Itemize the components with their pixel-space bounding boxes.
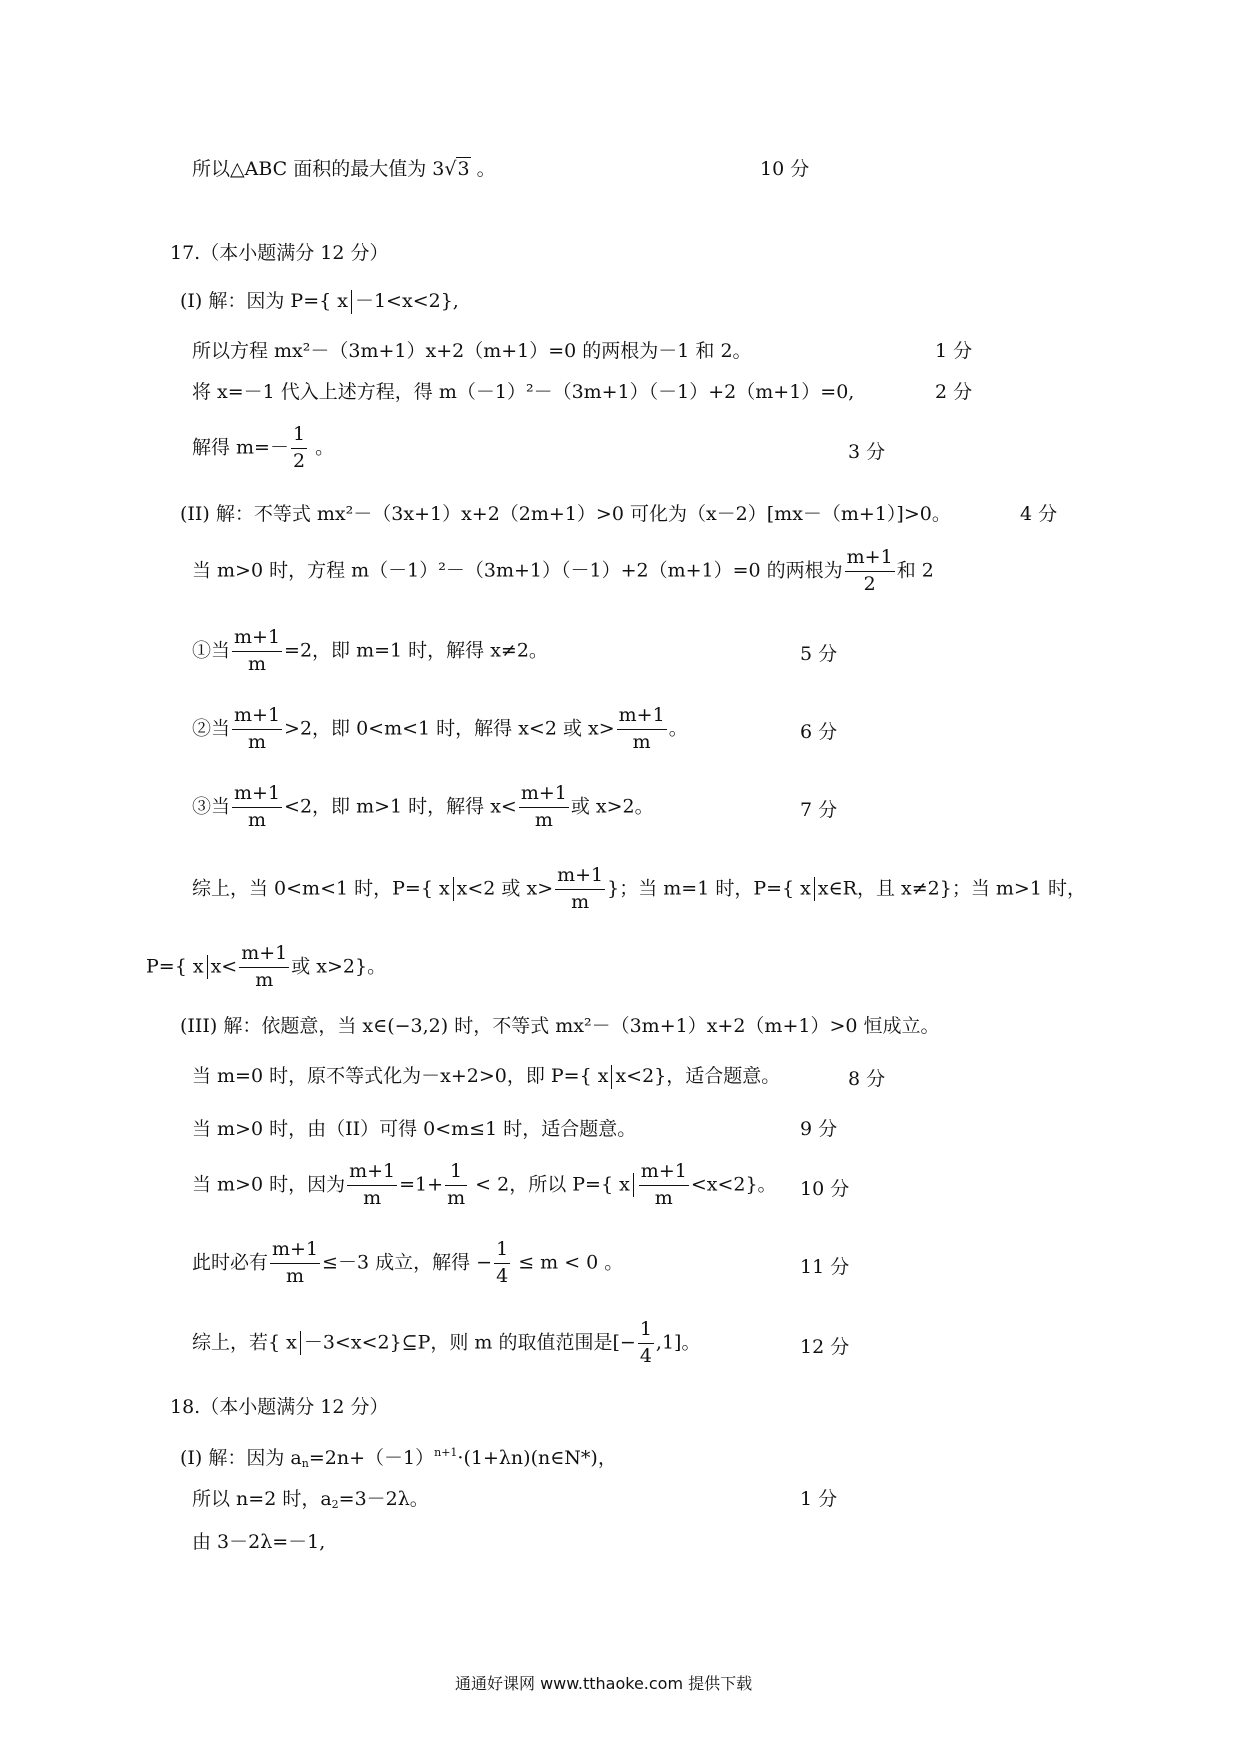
fraction: $\frac{m+1}{m}$ bbox=[349, 1160, 396, 1209]
line-max-area: 所以△ABC 面积的最大值为 3√3 。 bbox=[192, 158, 496, 180]
score: 5 分 bbox=[800, 643, 838, 665]
score: 10 分 bbox=[760, 158, 810, 180]
part-3-line-3: 当 m>0 时，由（II）可得 0<m≤1 时，适合题意。 bbox=[192, 1118, 637, 1140]
q18-line-1: (I) 解：因为 $a_n=2n+(-1)^{n+1}\cdot(1+\lambda n)(n\in N*)$， bbox=[180, 1446, 617, 1470]
score: 1 分 bbox=[800, 1488, 838, 1510]
fraction: $\frac{1}{4}$ bbox=[496, 1238, 509, 1287]
set-bar bbox=[814, 877, 815, 901]
set-bar bbox=[633, 1173, 634, 1197]
score: 11 分 bbox=[800, 1256, 850, 1278]
part-3-line-4: 当 m>0 时，因为 $\frac{m+1}{m}$ =1+ $\frac{1}{m}$ < 2，所以 P={ x $\frac{m+1}{m}$ <x<2}。 bbox=[192, 1160, 777, 1209]
fraction: $\frac{m+1}{2}$ bbox=[846, 546, 893, 595]
fraction: $\frac{1}{4}$ bbox=[639, 1318, 652, 1367]
fraction: $\frac{m+1}{m}$ bbox=[520, 782, 567, 831]
score: 9 分 bbox=[800, 1118, 838, 1140]
score: 6 分 bbox=[800, 721, 838, 743]
fraction: $\frac{m+1}{m}$ bbox=[234, 704, 281, 753]
score: 8 分 bbox=[848, 1068, 886, 1090]
fraction: $\frac{1}{2}$ bbox=[292, 423, 306, 472]
q18-line-3: 由 3－2λ=－1, bbox=[192, 1531, 326, 1553]
part-1-line-1: (I) 解：因为 P={ x －1<x<2}, bbox=[180, 290, 459, 312]
part-3-line-6: 综上，若{ x －3<x<2}⊆P，则 m 的取值范围是[− $\frac{1}{4}$ ,1]。 bbox=[192, 1318, 701, 1367]
fraction: $\frac{m+1}{m}$ bbox=[272, 1238, 319, 1287]
set-bar bbox=[611, 1065, 612, 1089]
fraction: $\frac{m+1}{m}$ bbox=[640, 1160, 687, 1209]
score: 7 分 bbox=[800, 799, 838, 821]
set-bar bbox=[453, 877, 454, 901]
part-3-line-2: 当 m=0 时，原不等式化为－x+2>0，即 P={ x x<2}，适合题意。 bbox=[192, 1065, 781, 1087]
score: 10 分 bbox=[800, 1178, 850, 1200]
footer-text: 通通好课网 www.tthaoke.com 提供下载 bbox=[455, 1674, 753, 1693]
fraction: $\frac{m+1}{m}$ bbox=[241, 942, 288, 991]
score: 1 分 bbox=[935, 340, 973, 362]
case-2: ②当 $\frac{m+1}{m}$ >2，即 0<m<1 时，解得 x<2 或 x> $\frac{m+1}{m}$ 。 bbox=[192, 704, 688, 753]
summary-line-1: 综上，当 0<m<1 时，P={ x x<2 或 x> $\frac{m+1}{m}$ }；当 m=1 时，P={ x x∈R，且 x≠2}；当 m>1 时， bbox=[192, 864, 1086, 913]
fraction: $\frac{m+1}{m}$ bbox=[234, 782, 281, 831]
part-2-line-1: (II) 解：不等式 mx²－（3x+1）x+2（2m+1）>0 可化为（x－2）[mx－（m+1）]>0。 bbox=[180, 503, 951, 525]
score: 4 分 bbox=[1020, 503, 1058, 525]
fraction: $\frac{m+1}{m}$ bbox=[557, 864, 604, 913]
case-3: ③当 $\frac{m+1}{m}$ <2，即 m>1 时，解得 x< $\frac{m+1}{m}$ 或 x>2。 bbox=[192, 782, 654, 831]
fraction: $\frac{m+1}{m}$ bbox=[234, 626, 281, 675]
set-bar bbox=[207, 955, 208, 979]
fraction: $\frac{m+1}{m}$ bbox=[618, 704, 665, 753]
summary-line-2: P={ x x< $\frac{m+1}{m}$ 或 x>2}。 bbox=[146, 942, 387, 991]
fraction: $\frac{1}{m}$ bbox=[447, 1160, 466, 1209]
part-1-line-4: 解得 m=－ $\frac{1}{2}$ 。 bbox=[192, 423, 335, 472]
part-2-line-2: 当 m>0 时，方程 m（－1）²－（3m+1）（－1）+2（m+1）=0 的两根为 $\frac{m+1}{2}$ 和 2 bbox=[192, 546, 934, 595]
part-3-line-1: (III) 解：依题意，当 x∈(−3,2) 时，不等式 mx²－（3m+1）x+2（m+1）>0 恒成立。 bbox=[180, 1015, 940, 1037]
sqrt-symbol: √3 bbox=[444, 158, 470, 180]
case-1: ①当 $\frac{m+1}{m}$ =2，即 m=1 时，解得 x≠2。 bbox=[192, 626, 548, 675]
part-1-line-2: 所以方程 mx²－（3m+1）x+2（m+1）=0 的两根为－1 和 2。 bbox=[192, 340, 752, 362]
score: 3 分 bbox=[848, 441, 886, 463]
question-17-title: 17.（本小题满分 12 分） bbox=[170, 242, 389, 264]
score: 12 分 bbox=[800, 1336, 850, 1358]
set-bar bbox=[351, 290, 352, 314]
score: 2 分 bbox=[935, 381, 973, 403]
set-bar bbox=[300, 1331, 301, 1355]
part-1-line-3: 将 x=－1 代入上述方程，得 m（－1）²－（3m+1）（－1）+2（m+1）=0, bbox=[192, 381, 855, 403]
part-3-line-5: 此时必有 $\frac{m+1}{m}$ ≤－3 成立，解得 − $\frac{1}{4}$ ≤ m < 0 。 bbox=[192, 1238, 624, 1287]
q18-line-2: 所以 n=2 时，$a_2=3-2\lambda$。 bbox=[192, 1488, 429, 1511]
question-18-title: 18.（本小题满分 12 分） bbox=[170, 1396, 389, 1418]
